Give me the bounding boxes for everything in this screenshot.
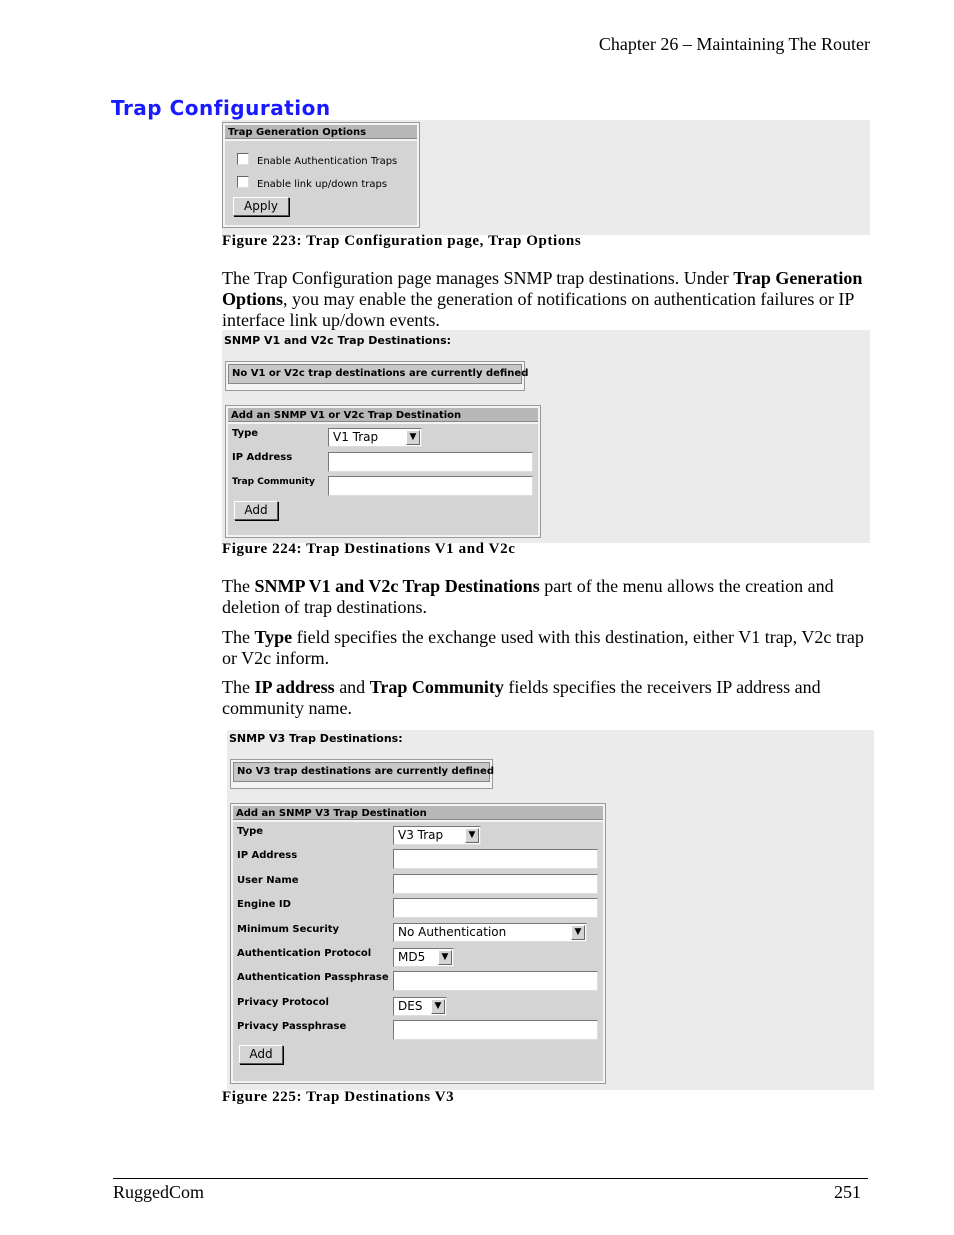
footer-company: RuggedCom xyxy=(113,1182,205,1202)
chevron-down-icon: ▼ xyxy=(438,950,452,965)
enable-link-traps-label: Enable link up/down traps xyxy=(257,179,388,190)
trap-community-input[interactable] xyxy=(328,476,533,496)
figure-224-caption: Figure 224: Trap Destinations V1 and V2c xyxy=(222,541,516,557)
type-select[interactable] xyxy=(328,428,422,447)
v3-heading: SNMP V3 Trap Destinations: xyxy=(229,732,403,745)
ip-address-label: IP Address xyxy=(232,452,293,463)
paragraph-v1v2c: The SNMP V1 and V2c Trap Destinations part of the menu allows the creation and deletion of trap destinations. xyxy=(222,576,834,617)
v3-empty-message: No V3 trap destinations are currently defined xyxy=(233,762,490,782)
trap-generation-panel xyxy=(222,122,420,228)
enable-auth-traps-checkbox[interactable] xyxy=(237,153,249,165)
type-select-value: V3 Trap xyxy=(398,828,444,842)
panel-title: Add an SNMP V1 or V2c Trap Destination xyxy=(228,408,538,422)
panel-title: Trap Generation Options xyxy=(225,125,417,139)
chevron-down-icon: ▼ xyxy=(465,828,479,843)
privacy-protocol-label: Privacy Protocol xyxy=(237,997,329,1008)
minimum-security-select[interactable] xyxy=(393,923,587,942)
footer-rule xyxy=(113,1178,868,1179)
add-v1v2c-panel xyxy=(225,405,541,538)
panel-body xyxy=(225,141,417,225)
v1v2c-empty-box xyxy=(225,361,529,391)
minimum-security-value: No Authentication xyxy=(398,925,507,939)
figure-225-screenshot xyxy=(227,730,874,1090)
engine-id-input[interactable] xyxy=(393,898,598,918)
v3-empty-box xyxy=(230,759,493,789)
minimum-security-label: Minimum Security xyxy=(237,924,340,935)
type-select[interactable] xyxy=(393,826,481,845)
type-select-value: V1 Trap xyxy=(333,430,379,444)
section-title: Trap Configuration xyxy=(111,96,331,120)
apply-button[interactable]: Apply xyxy=(233,197,289,216)
privacy-protocol-value: DES xyxy=(398,999,423,1013)
enable-auth-traps-label: Enable Authentication Traps xyxy=(257,156,398,167)
chevron-down-icon: ▼ xyxy=(431,999,445,1014)
page-number: 251 xyxy=(834,1182,861,1202)
type-label: Type xyxy=(237,826,264,837)
panel-body xyxy=(233,822,603,1081)
privacy-protocol-select[interactable] xyxy=(393,997,447,1016)
v1v2c-heading: SNMP V1 and V2c Trap Destinations: xyxy=(224,334,452,347)
panel-body xyxy=(228,424,538,535)
auth-passphrase-input[interactable] xyxy=(393,971,598,991)
add-button[interactable]: Add xyxy=(234,501,278,520)
auth-protocol-value: MD5 xyxy=(398,950,426,964)
trap-community-label: Trap Community xyxy=(232,477,315,487)
user-name-label: User Name xyxy=(237,875,299,886)
paragraph-trap-intro: The Trap Configuration page manages SNMP trap destinations. Under Trap Generation Options, you may enable the generation of notifications on authentication failures or IP interface link up/down events. xyxy=(222,268,863,330)
privacy-passphrase-input[interactable] xyxy=(393,1020,598,1040)
paragraph-ip-community: The IP address and Trap Community fields specifies the receivers IP address and community name. xyxy=(222,677,821,718)
auth-protocol-select[interactable] xyxy=(393,948,454,967)
figure-224-screenshot xyxy=(222,330,870,543)
v1v2c-empty-message: No V1 or V2c trap destinations are currently defined xyxy=(228,364,522,384)
paragraph-type: The Type field specifies the exchange used with this destination, either V1 trap, V2c trap or V2c inform. xyxy=(222,627,864,668)
figure-223-caption: Figure 223: Trap Configuration page, Trap Options xyxy=(222,233,582,249)
engine-id-label: Engine ID xyxy=(237,899,291,910)
privacy-passphrase-label: Privacy Passphrase xyxy=(237,1021,347,1032)
chevron-down-icon: ▼ xyxy=(571,925,585,940)
figure-223-screenshot xyxy=(222,120,870,235)
ip-address-input[interactable] xyxy=(328,452,533,472)
figure-225-caption: Figure 225: Trap Destinations V3 xyxy=(222,1089,455,1105)
user-name-input[interactable] xyxy=(393,874,598,894)
chapter-header: Chapter 26 – Maintaining The Router xyxy=(598,34,870,54)
ip-address-label: IP Address xyxy=(237,850,298,861)
auth-passphrase-label: Authentication Passphrase xyxy=(237,972,389,983)
auth-protocol-label: Authentication Protocol xyxy=(237,948,372,959)
add-button[interactable]: Add xyxy=(239,1045,283,1064)
enable-link-traps-checkbox[interactable] xyxy=(237,176,249,188)
type-label: Type xyxy=(232,428,259,439)
ip-address-input[interactable] xyxy=(393,849,598,869)
panel-title: Add an SNMP V3 Trap Destination xyxy=(233,806,603,820)
chevron-down-icon: ▼ xyxy=(406,430,420,445)
add-v3-panel xyxy=(230,803,606,1084)
